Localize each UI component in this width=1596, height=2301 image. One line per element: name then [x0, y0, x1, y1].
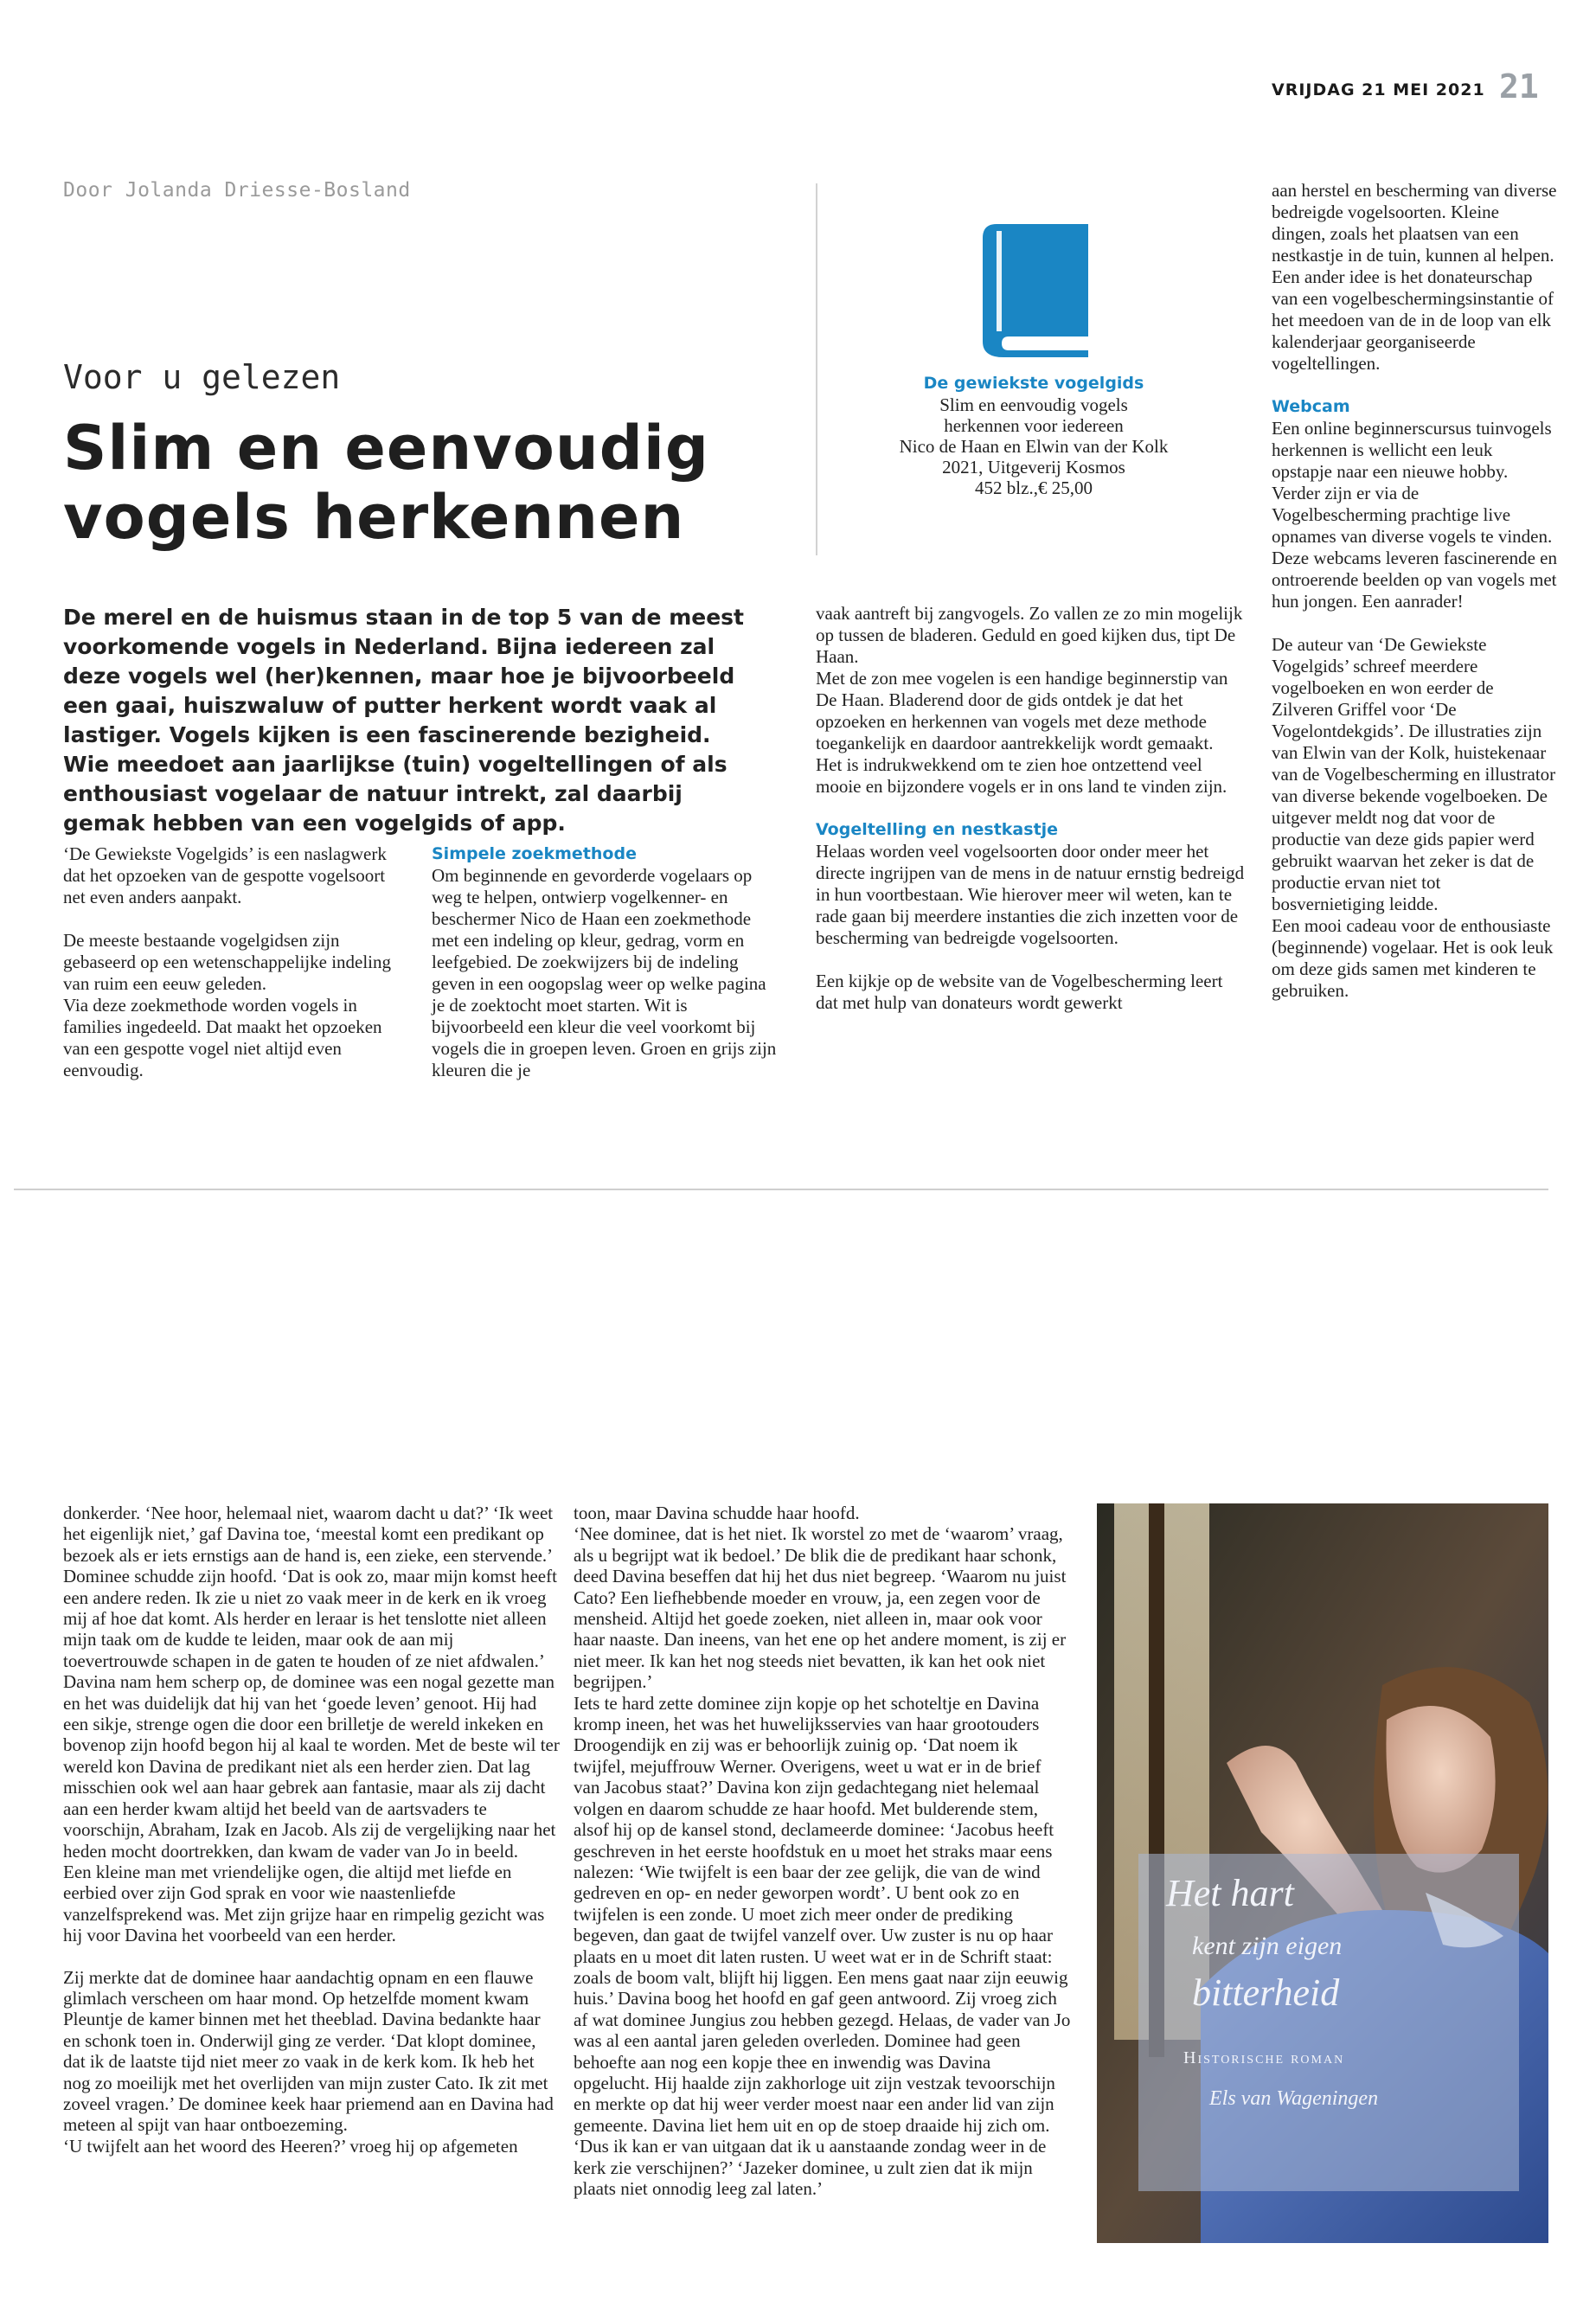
paragraph: Het is indrukwekkend om te zien hoe ontzettend veel mooie en bijzondere vogels er in ons land te vinden zijn.: [816, 754, 1227, 797]
article-column-1: [63, 843, 409, 1103]
paragraph: Helaas worden veel vogelsoorten door onder meer het directe ingrijpen van de mens in de natuur ernstig bedreigd in hun voortbestaan. Wie hierover meer wil weten, kan te rade gaan bij meerdere instanties die zich inzetten voor de bescherming van bedreigde vogelsoorten.: [816, 841, 1245, 948]
article-column-4: [1272, 180, 1557, 1023]
book-subtitle-2: herkennen voor iedereen: [944, 415, 1124, 436]
paragraph: Om beginnende en gevorderde vogelaars op weg te helpen, ontwierp vogelkenner- en beschermer Nico de Haan een zoekmethode met een indeling op kleur, gedrag, vorm en leefgebied. De zoekwijzers bij de indeling geven in een oogopslag weer op welke pagina je de zoektocht moet starten. Wit is bijvoorbeeld een kleur die veel voorkomt bij vogels die in groepen leven. Groen en grijs zijn kleuren die je: [432, 865, 777, 1080]
byline: Door Jolanda Driesse-Bosland: [63, 179, 411, 202]
cover-title-line-2: kent zijn eigen: [1192, 1932, 1343, 1960]
paragraph: De meeste bestaande vogelgidsen zijn gebaseerd op een wetenschappelijke indeling van ruim een eeuw geleden.: [63, 930, 392, 994]
subhead-vogeltelling: Vogeltelling en nestkastje: [816, 820, 1059, 839]
book-price: 452 blz.,€ 25,00: [975, 478, 1093, 498]
paragraph: Met de zon mee vogelen is een handige beginnerstip van De Haan. Bladerend door de gids ontdek je dat het opzoeken en herkennen van vogels met deze methode toegankelijk en daardoor aantrekkelijk wordt gemaakt.: [816, 668, 1228, 753]
story-paragraph: ‘Nee dominee, dat is het niet. Ik worstel zo met de ‘waarom’ vraag, als u begrijpt wat ik bedoel.’ De blik die de predikant haar schonk, deed Davina beseffen dat hij het dus niet begreep. ‘Waarom nu juist Cato? Een liefhebbende moeder en vrouw, ja, een zegen voor de mensheid. Altijd het goede zoeken, niet alleen in, maar ook voor haar naaste. Dan ineens, van het ene op het andere moment, is zij er niet meer. Ik kan het nog steeds niet bevatten, ik kan het ook niet begrijpen.’: [574, 1523, 1067, 1693]
article-column-2: [432, 843, 778, 1103]
paragraph: ‘De Gewiekste Vogelgids’ is een naslagwerk dat het opzoeken van de gespotte vogelsoort net even anders aanpakt.: [63, 843, 387, 907]
headline: [63, 413, 721, 552]
story-column-2: [574, 1503, 1071, 2199]
headline-line-1: Slim en eenvoudig: [63, 413, 709, 484]
book-icon: [822, 221, 1246, 361]
story-paragraph: toon, maar Davina schudde haar hoofd.: [574, 1503, 860, 1523]
story-paragraph: Dominee schudde zijn hoofd. ‘Dat is ook zo, maar mijn komst heeft een andere reden. Ik zie u niet zo vaak meer in de kerk en ik vroeg mij af hoe dat komt. Als herder en leraar is het tenslotte niet alleen mijn taak om de kudde te leiden, maar ook de aan mij toevertrouwde schapen in de gaten te houden of ze niet afdwalen.’ Davina nam hem scherp op, de dominee was een nogal gezette man en het was duidelijk dat hij van het ‘goede leven’ genoot. Hij had een sikje, strenge ogen die door een brilletje de wereld inkeken en bovenop zijn hoofd begon hij al kaal te worden. Met de beste wil ter wereld kon Davina de predikant niet als een herder zien. Dat lag misschien ook wel aan haar gebrek aan fantasie, maar als zij dacht aan een herder kwam altijd het beeld van de aartsvaders te voorschijn, Abraham, Izak en Jacob. Als zij de vergelijking naar het heden mocht doortrekken, dan kwam de vader van Jo in beeld.: [63, 1566, 560, 1862]
cover-illustration: [1097, 1503, 1548, 2243]
story-column-1: [63, 1503, 561, 2157]
issue-date: VRIJDAG 21 MEI 2021: [1272, 80, 1485, 99]
cover-author: Els van Wageningen: [1209, 2087, 1379, 2110]
paragraph: Een online beginnerscursus tuinvogels herkennen is wellicht een leuk opstapje naar een nieuwe hobby. Verder zijn er via de Vogelbescherming prachtige live opnames van diverse vogels te vinden. Deze webcams leveren fascinerende en ontroerende beelden op van vogels met hun jongen. Een aanrader!: [1272, 418, 1557, 612]
paragraph: vaak aantreft bij zangvogels. Zo vallen ze zo min mogelijk op tussen de bladeren. Geduld en goed kijken dus, tipt De Haan.: [816, 603, 1243, 667]
book-subtitle-1: Slim en eenvoudig vogels: [939, 394, 1128, 415]
book-title: De gewiekste vogelgids: [923, 374, 1144, 393]
story-paragraph: ‘U twijfelt aan het woord des Heeren?’ vroeg hij op afgemeten: [63, 2135, 518, 2157]
subhead-webcam: Webcam: [1272, 397, 1350, 416]
cover-title-line-3: bitterheid: [1192, 1971, 1340, 2014]
column-divider: [816, 183, 817, 555]
book-authors: Nico de Haan en Elwin van der Kolk: [899, 436, 1169, 457]
story-paragraph: Iets te hard zette dominee zijn kopje op het schoteltje en Davina kromp ineen, het was het huwelijksservies van haar grootouders Droogendijk en zij was er behoorlijk zuinig op. ‘Dat noem ik twijfel, mejuffrouw Werner. Overigens, weet u wat er in de brief van Jacobus staat?’ Davina kon zijn gedachtegang niet helemaal volgen en daarom schudde ze haar hoofd. Met bulderende stem, alsof hij op de kansel stond, declameerde dominee: ‘Jacobus heeft geschreven in het eerste hoofdstuk en u moet het straks maar eens nalezen: ‘Wie twijfelt is een baar der zee gelijk, die van de wind gedreven en op- en neder geworpen wordt’. U bent ook zo en twijfelen is een zonde. U moet zich meer onder de prediking begeven, dan gaat de twijfel vanzelf over. Uw zuster is nu op haar plaats en u moet dit laten rusten. U weet wat er in de Schrift staat: zoals de boom valt, blijft hij liggen. Een mens gaat naar zijn eeuwig huis.’ Davina boog het hoofd en gaf geen antwoord. Zij vroeg zich af wat dominee Jungius zou hebben gezegd. Helaas, de vader van Jo was al een aantal jaren geleden overleden. Dominee had geen behoefte aan nog een kopje thee en inwendig was Davina opgelucht. Hij haalde zijn zakhorloge uit zijn vestzak tevoorschijn en merkte op dat hij weer verder moest naar een ander lid van zijn gemeente. Davina liet hem uit en op de stoep draaide hij zich om. ‘Dus ik kan er van uitgaan dat ik u aanstaande zondag weer in de kerk zie verschijnen?’ ‘Jazeker dominee, u zult zien dat ik mijn plaats niet onnodig leeg zal laten.’: [574, 1692, 1071, 2199]
kicker: Voor u gelezen: [63, 358, 341, 396]
subhead-zoekmethode: Simpele zoekmethode: [432, 844, 637, 863]
cover-title-line-1: Het hart: [1166, 1872, 1294, 1914]
book-info-box: [822, 221, 1246, 498]
headline-line-2: vogels herkennen: [63, 482, 685, 553]
book-cover-image: [1097, 1503, 1548, 2243]
intro-paragraph: De merel en de huismus staan in de top 5 van de meest voorkomende vogels in Nederland. Bijna iedereen zal deze vogels wel (her)kennen, maar hoe je bijvoorbeeld een gaai, huiszwaluw of putter herkent wordt vaak al lastiger. Vogels kijken is een fascinerende bezigheid. Wie meedoet aan jaarlijkse (tuin) vogeltellingen of als enthousiast vogelaar de natuur intrekt, zal daarbij gemak hebben van een vogelgids of app.: [63, 605, 744, 836]
story-paragraph: Een kleine man met vriendelijke ogen, die altijd met liefde en eerbied over zijn God sprak en voor wie naastenliefde vanzelfsprekend was. Met zijn grijze haar en rimpelig gezicht was hij voor Davina het voorbeeld van een herder.: [63, 1861, 545, 1946]
paragraph: aan herstel en bescherming van diverse bedreigde vogelsoorten. Kleine dingen, zoals het plaatsen van een nestkastje in de tuin, kunnen al helpen. Een ander idee is het donateurschap van een vogelbeschermingsinstantie of het meedoen van de in de loop van elk kalenderjaar georganiseerde vogeltellingen.: [1272, 180, 1557, 374]
section-divider: [14, 1189, 1548, 1190]
story-paragraph: donkerder. ‘Nee hoor, helemaal niet, waarom dacht u dat?’ ‘Ik weet het eigenlijk niet,’ gaf Davina toe, ‘meestal komt een predikant op bezoek als er iets ernstigs aan de hand is, een zieke, een stervende.’: [63, 1503, 554, 1566]
book-publisher: 2021, Uitgeverij Kosmos: [942, 457, 1125, 478]
cover-genre: Historische roman: [1183, 2048, 1345, 2067]
article-column-3: [816, 603, 1248, 1035]
story-paragraph: Zij merkte dat de dominee haar aandachtig opnam en een flauwe glimlach verscheen om haar mond. Op hetzelfde moment kwam Pleuntje de kamer binnen met het theeblad. Davina bedankte haar en schonk toen in. Onderwijl ging ze verder. ‘Dat klopt dominee, dat ik de laatste tijd niet meer zo vaak in de kerk kom. Ik heb het nog zo moeilijk met het overlijden van mijn zuster Cato. Ik zit met zoveel vragen.’ De dominee keek haar priemend aan en Davina had meteen al spijt van haar ontboezeming.: [63, 1966, 554, 2136]
paragraph: Een mooi cadeau voor de enthousiaste (beginnende) vogelaar. Het is ook leuk om deze gids samen met kinderen te gebruiken.: [1272, 915, 1554, 1001]
paragraph: De auteur van ‘De Gewiekste Vogelgids’ schreef meerdere vogelboeken en won eerder de Zilveren Griffel voor ‘De Vogelontdekgids’. De illustraties zijn van Elwin van der Kolk, huistekenaar van de Vogelbescherming en illustrator van diverse bekende vogelboeken. De uitgever meldt nog dat voor de productie van deze gids papier werd gebruikt waarvan het zeker is dat de productie ervan niet tot bosvernietiging leidde.: [1272, 634, 1556, 914]
paragraph: Via deze zoekmethode worden vogels in families ingedeeld. Dat maakt het opzoeken van een gespotte vogel niet altijd even eenvoudig.: [63, 995, 382, 1080]
paragraph: Een kijkje op de website van de Vogelbescherming leert dat met hulp van donateurs wordt gewerkt: [816, 971, 1223, 1013]
page-number: 21: [1499, 67, 1539, 106]
